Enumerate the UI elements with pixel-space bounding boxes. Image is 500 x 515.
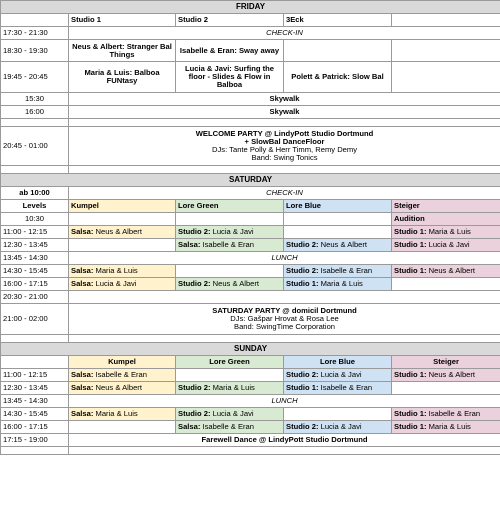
empty-cell [392, 382, 500, 395]
spacer-row [1, 166, 500, 174]
class-location: Salsa: [71, 227, 94, 236]
party-band: Band: Swing Tonics [251, 153, 318, 162]
column-header-lore-blue: Lore Blue [284, 200, 392, 213]
lunch-cell: LUNCH [69, 252, 500, 265]
class-teachers: Lucia & Javi [320, 422, 362, 431]
schedule-row [1, 213, 500, 226]
class-cell [176, 278, 284, 291]
column-header-lore-green: Lore Green [176, 200, 284, 213]
party-djs: DJs: Tante Polly & Herr Timm, Remy Demy [212, 145, 358, 154]
class-cell [284, 369, 392, 382]
schedule-row [1, 408, 500, 421]
schedule-row [1, 40, 500, 62]
party-cell [69, 304, 500, 335]
class-location: Studio 1: [394, 409, 427, 418]
class-cell [176, 226, 284, 239]
class-cell [69, 265, 176, 278]
friday-header-row [1, 1, 500, 14]
empty-cell [69, 213, 176, 226]
empty-cell [176, 213, 284, 226]
time-cell: ab 10:00 [1, 187, 69, 200]
class-location: Studio 2: [286, 422, 319, 431]
schedule-row [1, 421, 500, 434]
time-cell: 12:30 - 13:45 [1, 382, 69, 395]
class-location: Salsa: [71, 383, 94, 392]
class-cell [392, 226, 500, 239]
column-header-3eck: 3Eck [284, 14, 392, 27]
friday-columns-row [1, 14, 500, 27]
time-cell: 20:45 - 01:00 [1, 127, 69, 166]
spacer-row [1, 447, 500, 455]
empty-cell [1, 335, 69, 343]
class-cell [284, 382, 392, 395]
party-djs: DJs: Gašpar Hrovat & Rosa Lee [230, 314, 339, 323]
class-location: Studio 1: [394, 422, 427, 431]
class-teachers: Isabelle & Eran [95, 370, 147, 379]
class-location: Studio 1: [286, 279, 319, 288]
levels-header-row [1, 200, 500, 213]
class-teachers: Neus & Albert [428, 370, 476, 379]
farewell-cell: Farewell Dance @ LindyPott Studio Dortmund [69, 434, 500, 447]
empty-cell [392, 62, 500, 93]
workshop-cell: Isabelle & Eran: Sway away [176, 40, 284, 62]
empty-cell [176, 265, 284, 278]
schedule-row [1, 265, 500, 278]
class-teachers: Maria & Luis [95, 409, 138, 418]
saturday-header-row [1, 174, 500, 187]
class-teachers: Maria & Luis [95, 266, 138, 275]
class-location: Studio 1: [286, 383, 319, 392]
class-cell [176, 421, 284, 434]
schedule-row [1, 434, 500, 447]
class-teachers: Isabelle & Eran [320, 266, 373, 275]
spacer-row [1, 335, 500, 343]
empty-cell [284, 40, 392, 62]
class-teachers: Maria & Luis [428, 422, 471, 431]
class-teachers: Lucia & Javi [428, 240, 470, 249]
class-location: Salsa: [71, 266, 94, 275]
empty-cell [392, 278, 500, 291]
class-location: Studio 2: [178, 383, 211, 392]
class-teachers: Isabelle & Eran [428, 409, 481, 418]
time-cell: 16:00 - 17:15 [1, 421, 69, 434]
class-cell [392, 421, 500, 434]
workshop-cell: Maria & Luis: Balboa FUNtasy [69, 62, 176, 93]
class-cell [69, 382, 176, 395]
empty-cell [392, 40, 500, 62]
party-title: WELCOME PARTY @ LindyPott Studio Dortmund [195, 129, 374, 138]
schedule-row [1, 239, 500, 252]
event-cell: Skywalk [69, 93, 500, 106]
class-teachers: Neus & Albert [95, 383, 142, 392]
class-cell [284, 278, 392, 291]
day-title-saturday: SATURDAY [1, 174, 500, 187]
class-location: Salsa: [178, 422, 201, 431]
class-location: Salsa: [71, 409, 94, 418]
audition-cell: Audition [392, 213, 500, 226]
time-cell: 16:00 - 17:15 [1, 278, 69, 291]
event-cell: Skywalk [69, 106, 500, 119]
time-cell: 11:00 - 12:15 [1, 369, 69, 382]
schedule-row [1, 291, 500, 304]
spacer-row [1, 119, 500, 127]
empty-cell [392, 14, 500, 27]
time-cell: 13:45 - 14:30 [1, 252, 69, 265]
empty-cell [1, 356, 69, 369]
time-cell: 17:15 - 19:00 [1, 434, 69, 447]
schedule-row [1, 93, 500, 106]
class-teachers: Maria & Luis [212, 383, 255, 392]
empty-cell [284, 226, 392, 239]
class-location: Studio 2: [286, 266, 319, 275]
class-location: Studio 2: [286, 240, 319, 249]
empty-cell [284, 213, 392, 226]
checkin-cell: CHECK-IN [69, 187, 500, 200]
class-location: Studio 2: [178, 279, 211, 288]
column-header-steiger: Steiger [392, 356, 500, 369]
class-cell [392, 408, 500, 421]
empty-cell [69, 291, 500, 304]
empty-cell [284, 408, 392, 421]
schedule-row [1, 187, 500, 200]
column-header-steiger: Steiger [392, 200, 500, 213]
class-location: Studio 1: [394, 266, 427, 275]
time-cell: 15:30 [1, 93, 69, 106]
workshop-cell: Polett & Patrick: Slow Bal [284, 62, 392, 93]
party-title: SATURDAY PARTY @ domicil Dortmund [212, 306, 357, 315]
levels-header-row [1, 356, 500, 369]
time-cell: 13:45 - 14:30 [1, 395, 69, 408]
class-teachers: Lucia & Javi [320, 370, 362, 379]
class-teachers: Neus & Albert [428, 266, 476, 275]
class-teachers: Maria & Luis [428, 227, 471, 236]
column-header-lore-green: Lore Green [176, 356, 284, 369]
class-location: Studio 1: [394, 227, 427, 236]
empty-cell [69, 119, 500, 127]
time-cell: 19:45 - 20:45 [1, 62, 69, 93]
class-cell [176, 239, 284, 252]
empty-cell [176, 369, 284, 382]
schedule-row [1, 369, 500, 382]
party-band: Band: SwingTime Corporation [234, 322, 336, 331]
class-location: Studio 2: [178, 409, 211, 418]
schedule-row [1, 106, 500, 119]
column-header-kumpel: Kumpel [69, 200, 176, 213]
schedule-row [1, 278, 500, 291]
levels-label: Levels [1, 200, 69, 213]
class-location: Salsa: [71, 279, 94, 288]
class-cell [392, 369, 500, 382]
class-location: Studio 1: [394, 370, 427, 379]
class-cell [392, 239, 500, 252]
empty-cell [69, 166, 500, 174]
class-location: Salsa: [71, 370, 94, 379]
class-cell [392, 265, 500, 278]
schedule-row [1, 252, 500, 265]
column-header-studio-1: Studio 1 [69, 14, 176, 27]
column-header-lore-blue: Lore Blue [284, 356, 392, 369]
class-cell [69, 408, 176, 421]
empty-cell [1, 14, 69, 27]
schedule-row [1, 395, 500, 408]
checkin-cell: CHECK-IN [69, 27, 500, 40]
day-title-friday: FRIDAY [1, 1, 500, 14]
class-cell [284, 421, 392, 434]
class-teachers: Isabelle & Eran [202, 422, 254, 431]
time-cell: 16:00 [1, 106, 69, 119]
class-cell [284, 265, 392, 278]
class-teachers: Isabelle & Eran [202, 240, 254, 249]
time-cell: 10:30 [1, 213, 69, 226]
time-cell: 20:30 - 21:00 [1, 291, 69, 304]
schedule-row [1, 62, 500, 93]
class-teachers: Lucia & Javi [212, 409, 254, 418]
empty-cell [1, 166, 69, 174]
sunday-header-row [1, 343, 500, 356]
class-teachers: Lucia & Javi [95, 279, 137, 288]
class-location: Salsa: [178, 240, 201, 249]
class-location: Studio 1: [394, 240, 427, 249]
empty-cell [69, 335, 500, 343]
party-cell [69, 127, 500, 166]
class-teachers: Neus & Albert [320, 240, 368, 249]
empty-cell [69, 421, 176, 434]
time-cell: 18:30 - 19:30 [1, 40, 69, 62]
class-cell [176, 382, 284, 395]
schedule-row [1, 27, 500, 40]
workshop-cell: Lucia & Javi: Surfing the floor - Slides & Flow in Balboa [176, 62, 284, 93]
time-cell: 17:30 - 21:30 [1, 27, 69, 40]
column-header-kumpel: Kumpel [69, 356, 176, 369]
class-cell [69, 278, 176, 291]
class-location: Studio 2: [286, 370, 319, 379]
schedule-row [1, 304, 500, 335]
class-teachers: Neus & Albert [95, 227, 142, 236]
empty-cell [69, 447, 500, 455]
class-teachers: Isabelle & Eran [320, 383, 373, 392]
class-teachers: Lucia & Javi [212, 227, 254, 236]
class-cell [69, 226, 176, 239]
empty-cell [1, 119, 69, 127]
class-cell [69, 369, 176, 382]
schedule-row [1, 382, 500, 395]
class-location: Studio 2: [178, 227, 211, 236]
day-title-sunday: SUNDAY [1, 343, 500, 356]
time-cell: 12:30 - 13:45 [1, 239, 69, 252]
class-cell [284, 239, 392, 252]
column-header-studio-2: Studio 2 [176, 14, 284, 27]
time-cell: 14:30 - 15:45 [1, 408, 69, 421]
empty-cell [1, 447, 69, 455]
schedule-row [1, 127, 500, 166]
schedule-row [1, 226, 500, 239]
time-cell: 21:00 - 02:00 [1, 304, 69, 335]
class-cell [176, 408, 284, 421]
class-teachers: Maria & Luis [320, 279, 363, 288]
class-teachers: Neus & Albert [212, 279, 260, 288]
time-cell: 11:00 - 12:15 [1, 226, 69, 239]
time-cell: 14:30 - 15:45 [1, 265, 69, 278]
empty-cell [69, 239, 176, 252]
lunch-cell: LUNCH [69, 395, 500, 408]
workshop-cell: Neus & Albert: Stranger Bal Things [69, 40, 176, 62]
party-subtitle: + SlowBal DanceFloor [244, 137, 325, 146]
